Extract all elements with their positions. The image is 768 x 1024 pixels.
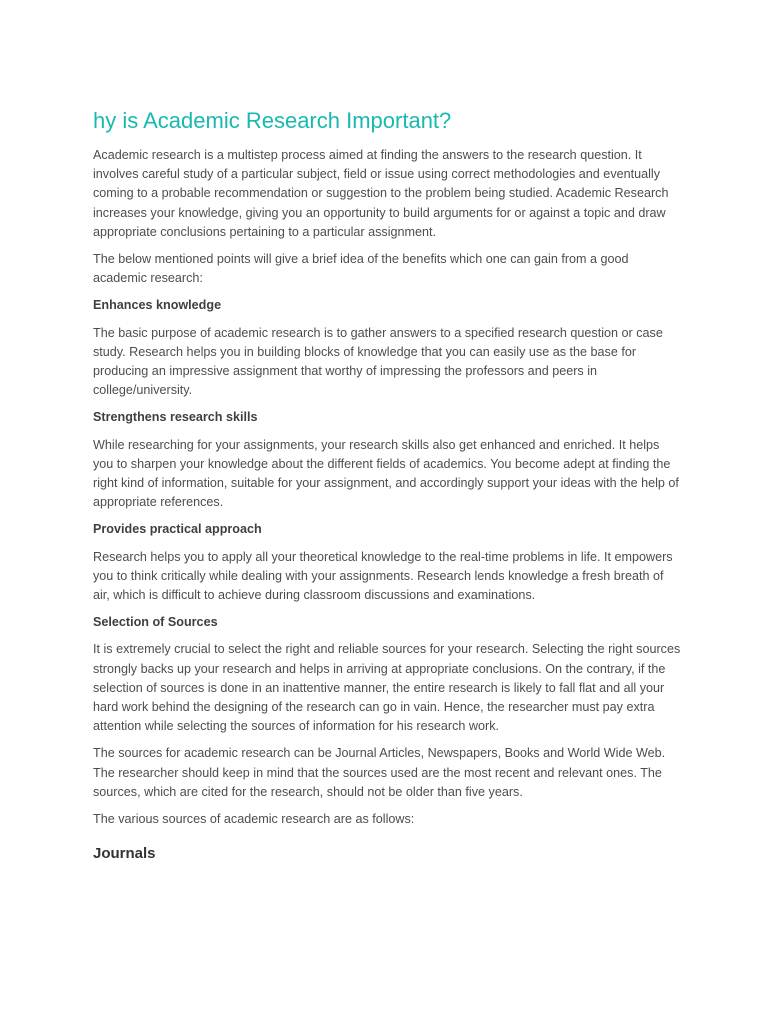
- intro-paragraph-1: Academic research is a multistep process aimed at finding the answers to the research question. It involves careful study of a particular subject, field or issue using correct methodologies and eventually coming to a probable recommendation or suggestion to the problem being studied. Academic Research increases your knowledge, giving you an opportunity to build arguments for or against a topic and draw appropriate conclusions pertaining to a particular assignment.: [93, 148, 669, 239]
- document-page: [93, 106, 683, 865]
- section-strengthens-research-skills: [93, 408, 683, 512]
- section-provides-practical-approach: [93, 520, 683, 605]
- section-body: Research helps you to apply all your theoretical knowledge to the real-time problems in life. It empowers you to think critically while dealing with your assignments. Research lends knowledge a fresh breath of air, which is difficult to achieve during classroom discussions and examinations.: [93, 549, 673, 603]
- section-body: The basic purpose of academic research is to gather answers to a specified research question or case study. Research helps you in building blocks of knowledge that you can easily use as the base for producing an impressive assignment that worthy of impressing the professors and peers in college/university.: [93, 325, 663, 398]
- intro-paragraph-2: The below mentioned points will give a brief idea of the benefits which one can gain from a good academic research:: [93, 252, 629, 286]
- closing-paragraph-1: The sources for academic research can be Journal Articles, Newspapers, Books and World Wide Web. The researcher should keep in mind that the sources used are the most recent and relevant ones. The sources, which are cited for the research, should not be older than five years.: [93, 746, 666, 799]
- section-body: While researching for your assignments, your research skills also get enhanced and enriched. It helps you to sharpen your knowledge about the different fields of academics. You become adept at finding the right kind of information, suitable for your assignment, and accordingly support your ideas with the help of appropriate references.: [93, 437, 679, 510]
- section-heading: Strengthens research skills: [93, 410, 258, 425]
- closing-paragraph-2: The various sources of academic research are as follows:: [93, 812, 415, 827]
- section-enhances-knowledge: [93, 296, 683, 400]
- section-selection-of-sources: [93, 613, 683, 736]
- section-heading: Provides practical approach: [93, 522, 262, 537]
- section-body: It is extremely crucial to select the right and reliable sources for your research. Selecting the right sources strongly backs up your research and helps in arriving at appropriate conclusions. On the contrary, if the selection of sources is done in an inattentive manner, the entire research is likely to fall flat and all your hard work behind the designing of the research can go in vain. Hence, the researcher must pay extra attention while selecting the sources of information for his research work.: [93, 642, 681, 734]
- page-title: hy is Academic Research Important?: [93, 108, 452, 133]
- section-heading: Enhances knowledge: [93, 298, 222, 313]
- journals-heading: Journals: [93, 845, 156, 863]
- section-heading: Selection of Sources: [93, 615, 218, 630]
